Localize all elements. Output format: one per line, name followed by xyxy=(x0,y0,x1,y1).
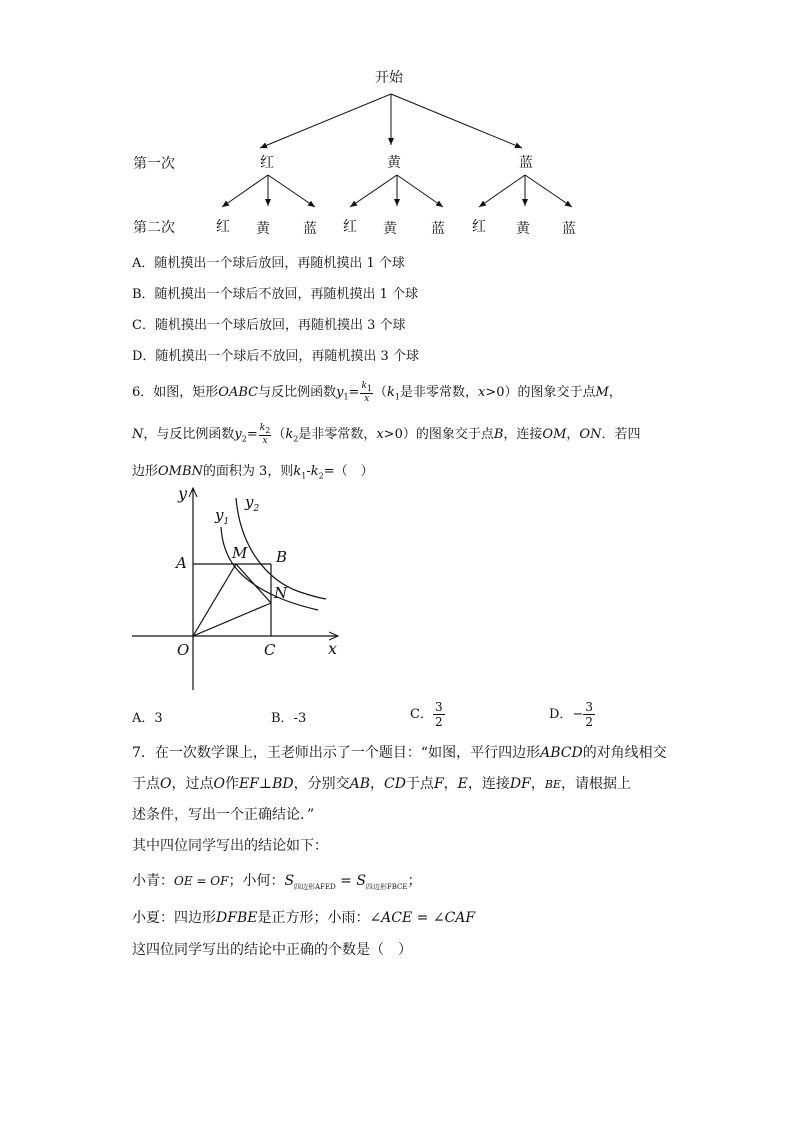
fig-y-axis-label: y xyxy=(178,484,188,503)
tree-start: 开始 xyxy=(375,70,403,86)
fig-y1-label: $y_1$ xyxy=(215,506,230,527)
q7-line5: 小青：OE = OF；小何：$S_{四边形AFED} = S_{四边形FBCE}$； xyxy=(132,873,422,891)
fig-point-c: C xyxy=(264,641,276,659)
q7-line6: 小夏：四边形DFBE是正方形；小雨：∠ACE = ∠CAF xyxy=(132,910,476,926)
q7-line1: 7．在一次数学课上，王老师出示了一个题目：“如图，平行四边形ABCD的对角线相交 xyxy=(132,745,667,761)
q5-option-a: A．随机摸出一个球后放回，再随机摸出 1 个球 xyxy=(132,256,405,271)
fig-point-o: O xyxy=(177,641,190,659)
segment-on xyxy=(193,603,271,636)
fig-point-m: M xyxy=(232,544,248,562)
second-yellow-3: 黄 xyxy=(516,221,530,237)
q7-line2: 于点O，过点O作EF⊥BD，分别交AB，CD于点F，E，连接DF，BE，请根据上 xyxy=(132,776,631,792)
q5-option-b: B．随机摸出一个球后不放回，再随机摸出 1 个球 xyxy=(132,287,419,302)
first-yellow: 黄 xyxy=(387,155,401,171)
first-red: 红 xyxy=(260,155,274,171)
q7-line4: 其中四位同学写出的结论如下： xyxy=(132,838,328,854)
second-blue-1: 蓝 xyxy=(303,221,317,237)
row1-label: 第一次 xyxy=(133,156,175,172)
second-red-2: 红 xyxy=(343,219,357,235)
second-red-1: 红 xyxy=(216,219,230,235)
segment-om xyxy=(193,564,236,636)
q6-line2: N，与反比例函数$y_2=$ $\frac{k_2}{x}$ （$k_2$是非零常数，x>0）的图象交于点B，连接OM，ON．若四 xyxy=(132,422,641,447)
fig-point-n: N xyxy=(274,584,288,602)
second-red-3: 红 xyxy=(472,219,486,235)
first-blue: 蓝 xyxy=(519,155,533,171)
q6-frac-k2-x: $\frac{k_2}{x}$ xyxy=(259,422,271,447)
fig-point-a: A xyxy=(176,554,187,572)
fig-x-axis-label: x xyxy=(328,639,338,658)
q7-line7: 这四位同学写出的结论中正确的个数是（ ） xyxy=(132,942,412,958)
q6-option-d: D．− $\frac{3}{2}$ xyxy=(549,700,593,729)
q6-option-b: B．-3 xyxy=(271,711,307,726)
q6-option-a: A．3 xyxy=(132,711,163,726)
second-yellow-2: 黄 xyxy=(383,221,397,237)
q7-line3: 述条件，写出一个正确结论．” xyxy=(132,807,315,823)
q6-line1: 6．如图，矩形OABC与反比例函数$y_1=$ $\frac{k_1}{x}$ （$k_1$是非零常数，x>0）的图象交于点M， xyxy=(132,380,622,405)
q5-option-d: D．随机摸出一个球后不放回，再随机摸出 3 个球 xyxy=(132,349,419,364)
second-blue-3: 蓝 xyxy=(562,221,576,237)
q6-line3: 边形OMBN的面积为 3，则$k_1-k_2=$（ ） xyxy=(132,464,374,481)
q6-frac-k1-x: $\frac{k_1}{x}$ xyxy=(361,380,373,405)
curve-y1 xyxy=(221,527,318,610)
q5-option-c: C．随机摸出一个球后放回，再随机摸出 3 个球 xyxy=(132,318,406,333)
fig-point-b: B xyxy=(276,548,288,566)
second-yellow-1: 黄 xyxy=(256,221,270,237)
row2-label: 第二次 xyxy=(133,220,175,236)
q6-option-c: C． $\frac{3}{2}$ xyxy=(410,700,443,729)
fig-y2-label: $y_2$ xyxy=(245,493,260,514)
second-blue-2: 蓝 xyxy=(431,221,445,237)
